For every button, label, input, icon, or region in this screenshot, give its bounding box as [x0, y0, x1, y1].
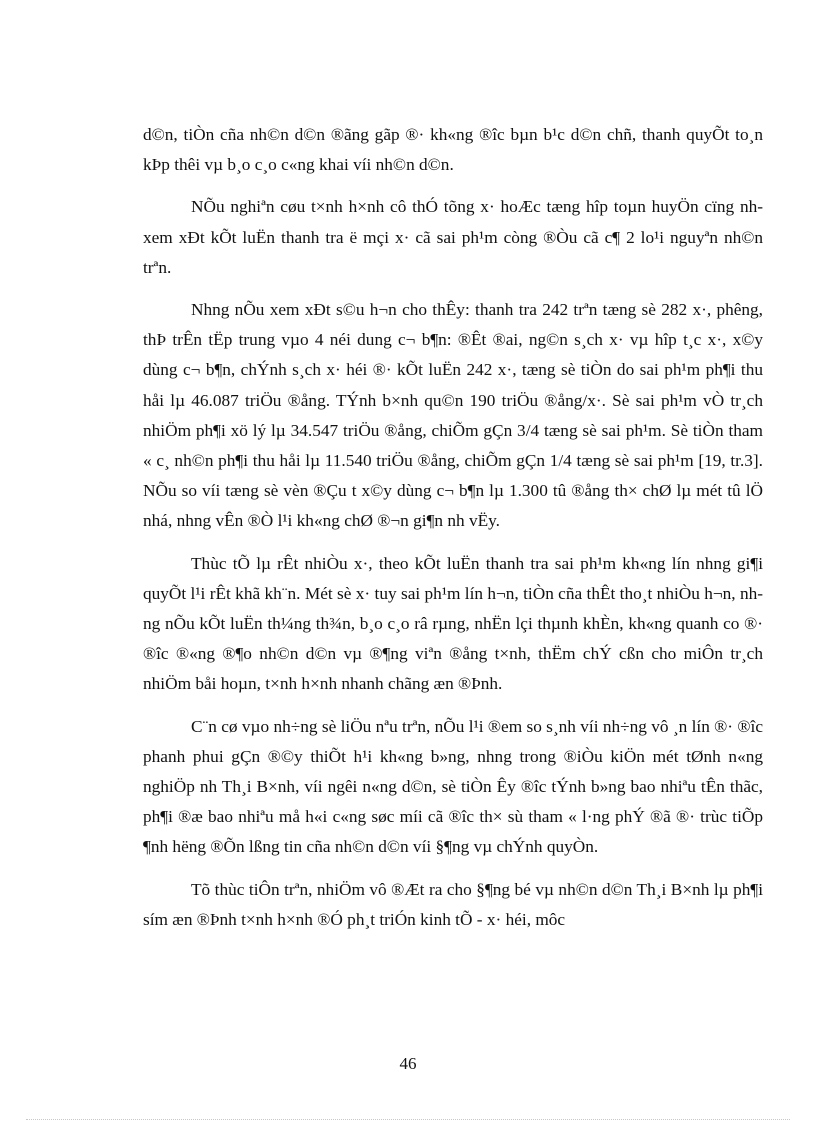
page-bottom-divider — [26, 1119, 790, 1120]
paragraph-5: C¨n cø vµo nh÷ng sè liÖu nªu trªn, nÕu l¹i ®em so s¸nh víi nh÷ng vô ¸n lín ®· ®îc phanh phui gÇn ®©y thiÕt h¹i kh«ng b»ng, nhng trong ®iÒu kiÖn mét tØnh n«ng nghiÖp nh Th¸i B×nh, víi ngêi n«ng d©n, sè tiÒn Êy ®îc tÝnh b»ng bao nhiªu tÊn thãc, ph¶i ®æ bao nhiªu må h«i c«ng søc míi cã ®îc th× sù tham « l·ng phÝ ®ã ®· trùc tiÕp ¶nh hëng ®Õn lßng tin cña nh©n d©n víi §¶ng vµ chÝnh quyÒn. — [143, 716, 763, 857]
paragraph-2: NÕu nghiªn cøu t×nh h×nh cô thÓ tõng x· hoÆc tæng hîp toµn huyÖn cïng nh xem xÐt kÕt luËn thanh tra ë mçi x· cã sai ph¹m còng ®Òu cã c¶ 2 lo¹i nguyªn nh©n trªn. — [143, 197, 763, 277]
page-number: 46 — [399, 1054, 417, 1073]
paragraph-1: d©n, tiÒn cña nh©n d©n ®ãng gãp ®· kh«ng ®îc bµn b¹c d©n chñ, thanh quyÕt to¸n kÞp thêi vµ b¸o c¸o c«ng khai víi nh©n d©n. — [143, 125, 763, 175]
paragraph-4: Thùc tÕ lµ rÊt nhiÒu x·, theo kÕt luËn thanh tra sai ph¹m kh«ng lín nhng gi¶i quyÕt l¹i rÊt khã kh¨n. Mét sè x· tuy sai ph¹m lín h¬n, tiÒn cña thÊt tho¸t nhiÒu h¬n, nhng nÕu kÕt luËn th¼ng th¾n, b¸o c¸o râ rµng, nhËn lçi thµnh khÈn, kh«ng quanh co ®· ®îc ®«ng ®¶o nh©n d©n vµ ®¶ng viªn ®ång t×nh, thËm chÝ cßn cho miÔn tr¸ch nhiÖm båi hoµn, t×nh h×nh nhanh chãng æn ®Þnh. — [143, 553, 763, 694]
body-text — [143, 120, 763, 947]
paragraph-3: Nhng nÕu xem xÐt s©u h¬n cho thÊy: thanh tra 242 trªn tæng sè 282 x·, phêng, thÞ trÊn tËp trung vµo 4 néi dung c¬ b¶n: ®Êt ®ai, ng©n s¸ch x· vµ hîp t¸c x·, x©y dùng c¬ b¶n, chÝnh s¸ch x· héi ®· kÕt luËn 242 x·, tæng sè tiÒn do sai ph¹m ph¶i thu håi lµ 46.087 triÖu ®ång. TÝnh b×nh qu©n 190 triÖu ®ång/x·. Sè sai ph¹m vÒ tr¸ch nhiÖm ph¶i xö lý lµ 34.547 triÖu ®ång, chiÕm gÇn 3/4 tæng sè sai ph¹m. Sè tiÒn tham « c¸ nh©n ph¶i thu håi lµ 11.540 triÖu ®ång, chiÕm gÇn 1/4 tæng sè sai ph¹m [19, tr.3]. NÕu so víi tæng sè vèn ®Çu t x©y dùng c¬ b¶n lµ 1.300 tû ®ång th× chØ lµ mét tû lÖ nhá, nhng vÊn ®Ò l¹i kh«ng chØ ®¬n gi¶n nh vËy. — [143, 300, 763, 531]
paragraph-6: Tõ thùc tiÔn trªn, nhiÖm vô ®Æt ra cho §¶ng bé vµ nh©n d©n Th¸i B×nh lµ ph¶i sím æn ®Þnh t×nh h×nh ®Ó ph¸t triÓn kinh tÕ - x· héi, môc — [143, 879, 763, 929]
